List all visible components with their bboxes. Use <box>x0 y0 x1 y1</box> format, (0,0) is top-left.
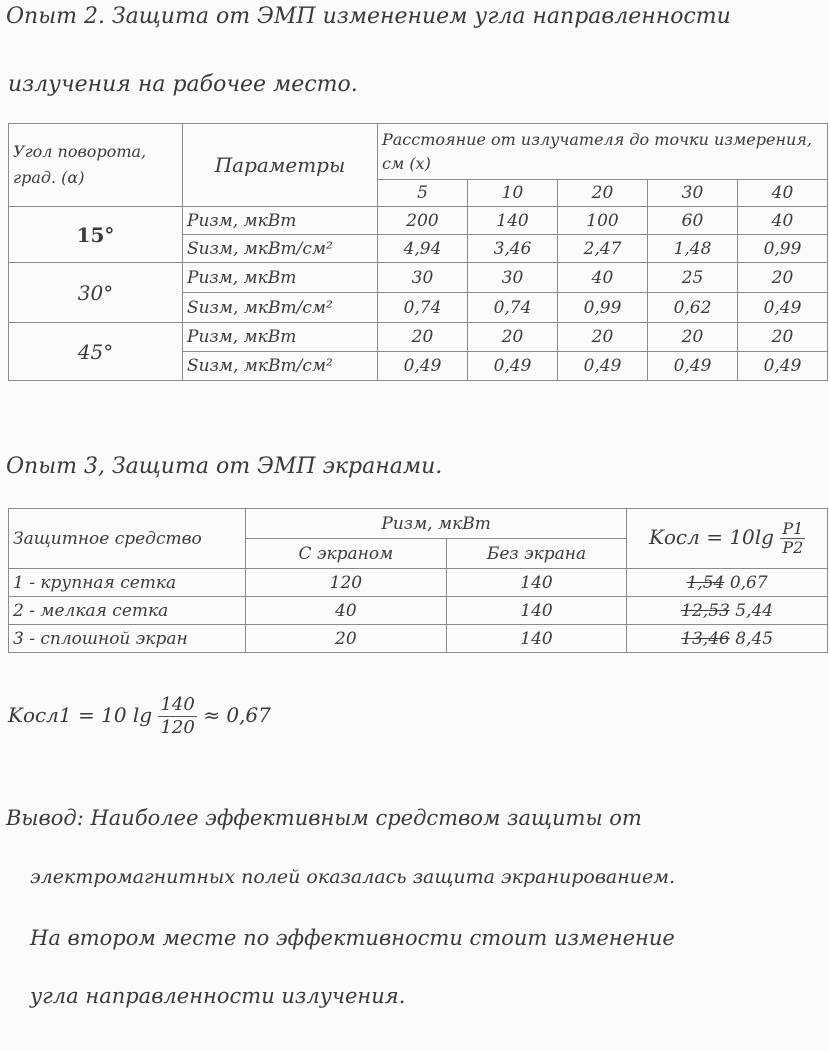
table-cell: 200 <box>378 207 468 235</box>
with-cell: 40 <box>246 597 447 625</box>
conclusion-line2: электромагнитных полей оказалась защита экранированием. <box>30 866 676 888</box>
distance-10: 10 <box>468 180 558 207</box>
crossed-value: 1,54 <box>686 572 725 593</box>
table-cell: 2,47 <box>558 235 648 263</box>
table-cell: 60 <box>648 207 738 235</box>
kosl-label: Kосл = 10lg <box>648 525 774 549</box>
param-label: Sизм, мкВт/см² <box>183 293 378 323</box>
means-cell: 2 - мелкая сетка <box>9 597 246 625</box>
distance-40: 40 <box>738 180 828 207</box>
params-header: Параметры <box>183 124 378 207</box>
table-cell: 20 <box>648 323 738 352</box>
table-cell: 1,48 <box>648 235 738 263</box>
table-cell: 0,62 <box>648 293 738 323</box>
conclusion-line4: угла направленности излучения. <box>30 984 406 1008</box>
table-cell: 140 <box>468 207 558 235</box>
kosl-value: 5,44 <box>735 600 774 621</box>
table-cell: 20 <box>558 323 648 352</box>
table-cell: 20 <box>378 323 468 352</box>
table-cell: 0,74 <box>378 293 468 323</box>
table-cell: 0,49 <box>378 352 468 381</box>
table-cell: 20 <box>738 263 828 293</box>
table-cell: 40 <box>558 263 648 293</box>
table-cell: 20 <box>468 323 558 352</box>
kosl-cell <box>627 569 828 597</box>
distance-20: 20 <box>558 180 648 207</box>
pizm-header: Pизм, мкВт <box>246 509 627 539</box>
table-cell: 0,49 <box>648 352 738 381</box>
angle-45: 45° <box>9 323 183 381</box>
table-cell: 4,94 <box>378 235 468 263</box>
angle-15: 15° <box>9 207 183 263</box>
kosl-header <box>627 509 828 569</box>
table-cell: 0,49 <box>468 352 558 381</box>
kosl-value: 0,67 <box>729 572 768 593</box>
formula-numerator: 140 <box>160 694 195 715</box>
table-cell: 30 <box>468 263 558 293</box>
angle-header: Угол поворота, град. (α) <box>9 124 183 207</box>
table-cell: 100 <box>558 207 648 235</box>
with-cell: 120 <box>246 569 447 597</box>
exp2-title-line1: Опыт 2. Защита от ЭМП изменением угла направленности <box>6 4 731 29</box>
param-label: Sизм, мкВт/см² <box>183 352 378 381</box>
table-cell: 0,49 <box>738 352 828 381</box>
table-cell: 0,49 <box>558 352 648 381</box>
with-screen-header: С экраном <box>246 539 447 569</box>
distance-header: Расстояние от излучателя до точки измерения, см (x) <box>378 124 828 180</box>
without-screen-header: Без экрана <box>446 539 627 569</box>
table-cell: 20 <box>738 323 828 352</box>
kosl-cell <box>627 597 828 625</box>
exp3-table <box>8 508 828 653</box>
param-label: Pизм, мкВт <box>183 263 378 293</box>
without-cell: 140 <box>446 569 627 597</box>
kosl-p1: P1 <box>782 519 804 538</box>
table-cell: 0,49 <box>738 293 828 323</box>
kosl-cell <box>627 625 828 653</box>
conclusion-line3: На втором месте по эффективности стоит изменение <box>30 926 675 950</box>
exp3-title: Опыт 3, Защита от ЭМП экранами. <box>6 454 443 479</box>
without-cell: 140 <box>446 625 627 653</box>
kosl-value: 8,45 <box>735 628 774 649</box>
formula-lhs: Kосл1 = 10 lg <box>8 703 153 727</box>
exp2-title-line2: излучения на рабочее место. <box>8 72 358 97</box>
exp2-table <box>8 123 828 381</box>
kosl-p2: P2 <box>782 538 804 557</box>
table-cell: 40 <box>738 207 828 235</box>
with-cell: 20 <box>246 625 447 653</box>
distance-5: 5 <box>378 180 468 207</box>
formula-fraction <box>158 694 196 739</box>
means-header: Защитное средство <box>9 509 246 569</box>
crossed-value: 13,46 <box>681 628 730 649</box>
formula-denominator: 120 <box>160 717 195 738</box>
param-label: Pизм, мкВт <box>183 207 378 235</box>
table-cell: 0,99 <box>558 293 648 323</box>
distance-30: 30 <box>648 180 738 207</box>
table-cell: 30 <box>378 263 468 293</box>
table-cell: 3,46 <box>468 235 558 263</box>
table-cell: 25 <box>648 263 738 293</box>
without-cell: 140 <box>446 597 627 625</box>
param-label: Pизм, мкВт <box>183 323 378 352</box>
formula-rhs: ≈ 0,67 <box>203 703 271 727</box>
means-cell: 3 - сплошной экран <box>9 625 246 653</box>
crossed-value: 12,53 <box>681 600 730 621</box>
table-cell: 0,99 <box>738 235 828 263</box>
conclusion-line1: Вывод: Наиболее эффективным средством защиты от <box>6 806 642 830</box>
angle-30: 30° <box>9 263 183 323</box>
table-cell: 0,74 <box>468 293 558 323</box>
param-label: Sизм, мкВт/см² <box>183 235 378 263</box>
means-cell: 1 - крупная сетка <box>9 569 246 597</box>
kosl-fraction <box>780 520 805 557</box>
kosl-formula <box>8 694 271 739</box>
